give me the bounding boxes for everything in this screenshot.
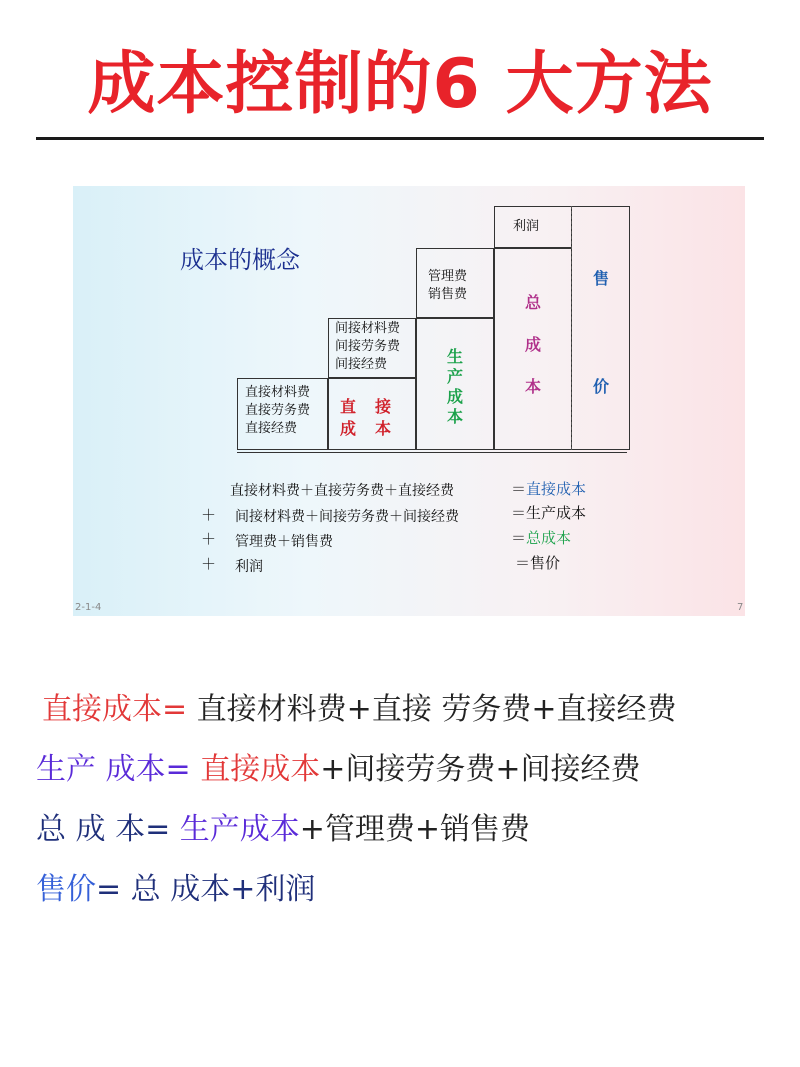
slide-heading: 成本的概念 (180, 246, 300, 274)
formula-eq: ＝ (511, 504, 527, 522)
equation-direct-cost (42, 684, 677, 728)
equation-rhs: +间接劳务费+间接经费 (320, 752, 641, 787)
indirect-item: 间接劳务费 (335, 339, 401, 354)
formula-result (511, 502, 586, 523)
equation-lhs: 总 成 本= (36, 812, 171, 847)
admin-items-text (428, 268, 467, 304)
price-label-1: 售 (592, 269, 609, 288)
production-cost-label-2: 产 (446, 367, 463, 386)
indirect-item: 间接经费 (335, 357, 388, 372)
formula-expr: 管理费＋销售费 (235, 534, 333, 550)
equation-rhs-colored: 生产成本 (170, 812, 300, 847)
formula-eq: ＝ (511, 529, 527, 547)
formula-result-value: 生产成本 (526, 504, 587, 522)
production-cost-label-1: 生 (446, 347, 463, 366)
indirect-items-text (335, 320, 400, 374)
equation-rhs: = 总 成本+利润 (96, 872, 316, 907)
price-box (572, 206, 630, 450)
total-cost-label-2: 成 (524, 335, 541, 354)
diagram-baseline (237, 452, 627, 453)
equation-rhs-colored: 直接成本 (190, 752, 321, 787)
equation-total-cost (36, 804, 530, 848)
formula-plus: ＋ (201, 555, 217, 573)
equation-lhs: 生产 成本= (36, 752, 191, 787)
equation-rhs: +管理费+销售费 (299, 812, 531, 847)
formula-eq: ＝ (515, 554, 531, 572)
profit-text: 利润 (513, 219, 540, 234)
equation-lhs: 售价 (36, 872, 96, 907)
formula-eq: ＝ (511, 480, 527, 498)
formula-result (511, 527, 571, 548)
formula-result-value: 总成本 (526, 529, 572, 547)
direct-cost-label-2: 接 (374, 397, 391, 416)
equation-price (36, 864, 315, 908)
formula-expr: 间接材料费＋间接劳务费＋间接经费 (235, 509, 459, 525)
production-cost-label-3: 成 (446, 387, 463, 406)
admin-item: 销售费 (428, 287, 468, 302)
title-divider (36, 137, 764, 140)
admin-item: 管理费 (428, 269, 468, 284)
formula-result-value: 售价 (530, 554, 561, 572)
production-cost-label-4: 本 (446, 407, 463, 426)
formula-result-value: 直接成本 (526, 480, 587, 498)
formula-plus: ＋ (201, 530, 217, 548)
price-label-2: 价 (592, 377, 609, 396)
equation-lhs: 直接成本= (42, 692, 188, 727)
equation-production-cost (36, 744, 641, 788)
total-cost-label-1: 总 (524, 293, 541, 312)
direct-item: 直接劳务费 (245, 403, 311, 418)
formula-expr: 直接材料费＋直接劳务费＋直接经费 (230, 483, 454, 499)
direct-item: 直接材料费 (245, 385, 311, 400)
price-dashed-divider (571, 206, 572, 450)
slide-number-left: 2-1-4 (75, 602, 102, 613)
direct-items-text (245, 384, 310, 438)
indirect-item: 间接材料费 (335, 321, 401, 336)
formula-expr: 利润 (235, 559, 263, 575)
equation-rhs: 直接材料费+直接 劳务费+直接经费 (187, 692, 677, 727)
slide-number-right: 7 (737, 602, 744, 613)
formula-result (511, 478, 586, 499)
cost-concept-slide (73, 186, 745, 616)
formula-plus: ＋ (201, 506, 217, 524)
direct-cost-label-4: 本 (374, 419, 391, 438)
page-title: 成本控制的6 大方法 (87, 45, 713, 124)
total-cost-label-3: 本 (524, 377, 541, 396)
direct-cost-label-1: 直 (339, 397, 356, 416)
formula-result (515, 552, 560, 573)
direct-item: 直接经费 (245, 421, 298, 436)
direct-cost-label-3: 成 (339, 419, 356, 438)
